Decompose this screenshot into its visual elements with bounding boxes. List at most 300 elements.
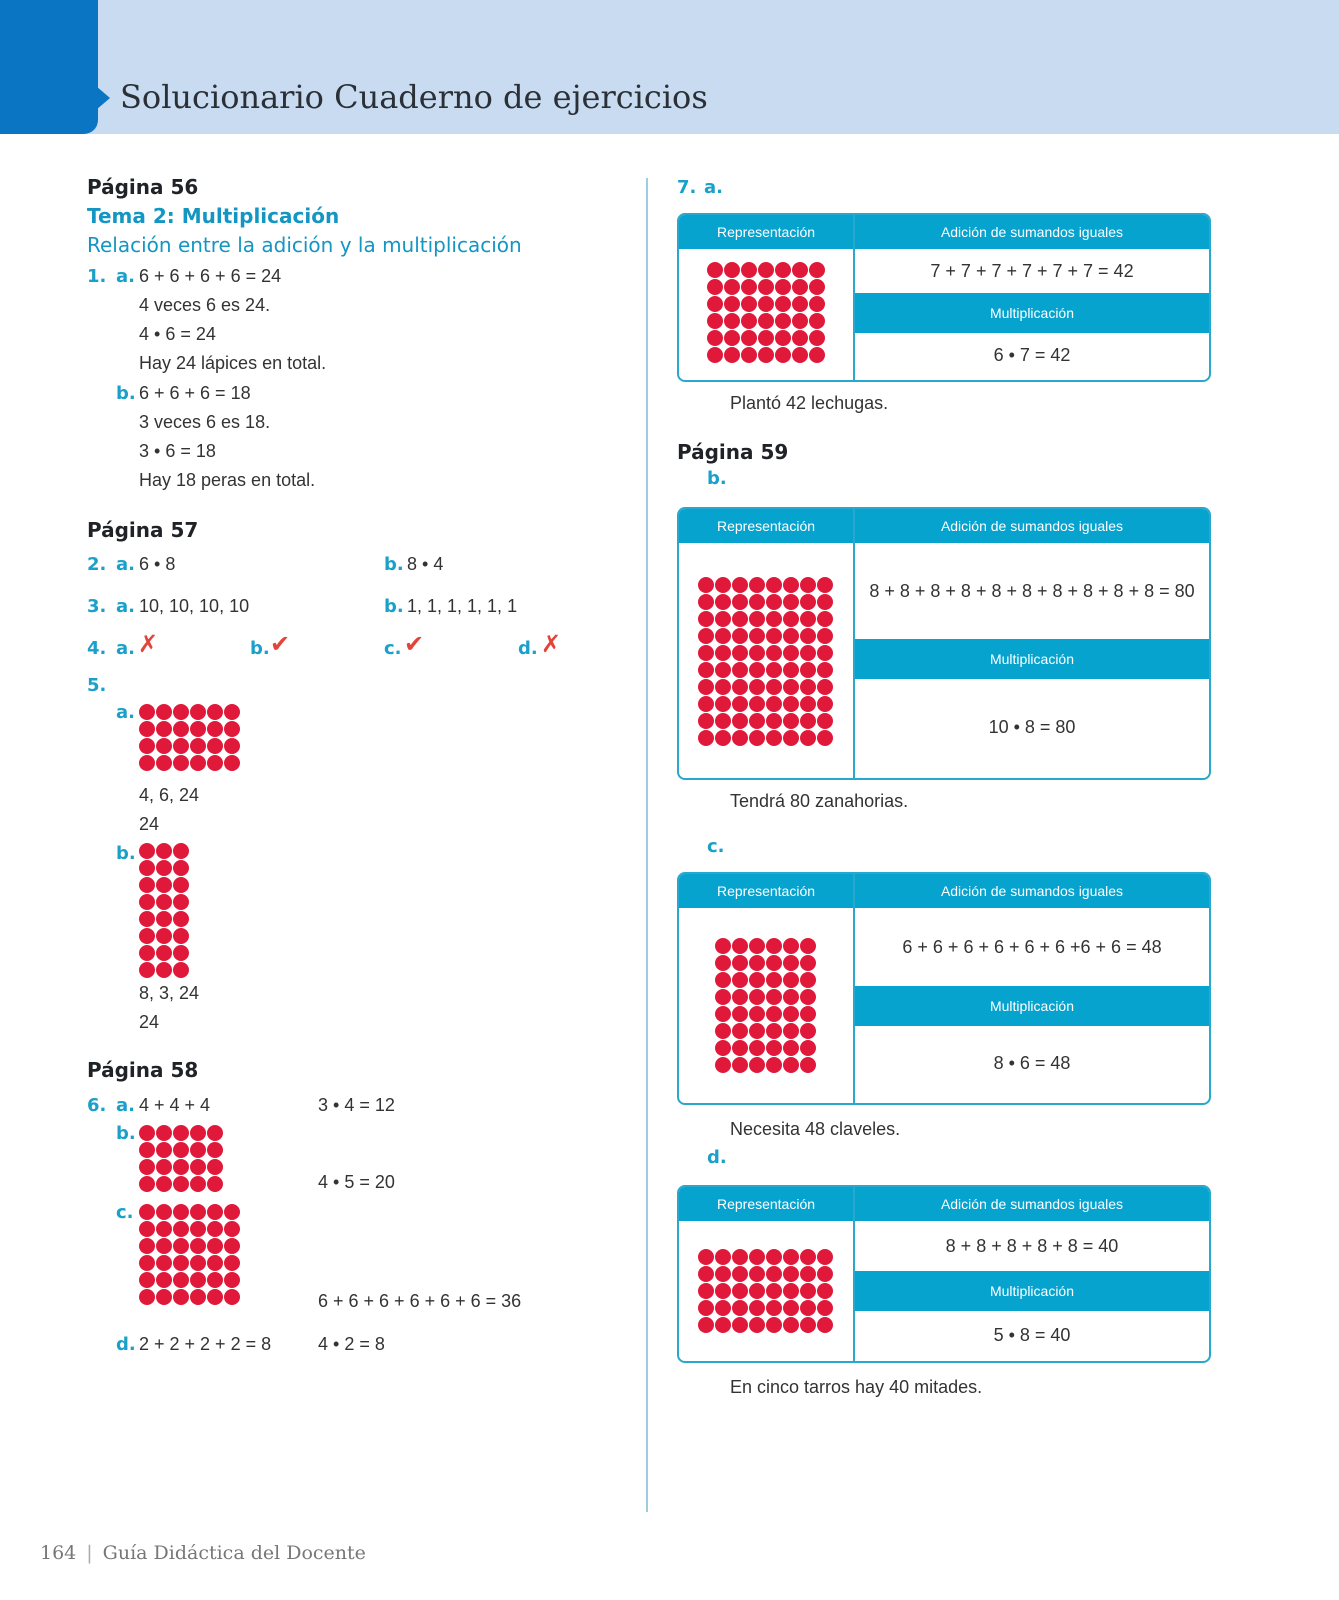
red-dot [156, 911, 172, 927]
item-label: b. [116, 383, 136, 404]
item-label: c. [116, 1202, 134, 1223]
red-dot [224, 1221, 240, 1237]
heading-pagina-56: Página 56 [87, 175, 199, 199]
red-dot [715, 645, 731, 661]
red-dot [207, 1204, 223, 1220]
answer-text: 6 + 6 + 6 + 6 + 6 + 6 = 36 [318, 1291, 522, 1311]
red-dot [741, 313, 757, 329]
red-dot [156, 1289, 172, 1305]
exercise-number: 6. [87, 1095, 107, 1116]
red-dot [766, 679, 782, 695]
red-dot [139, 1204, 155, 1220]
red-dot [766, 955, 782, 971]
red-dot [732, 989, 748, 1005]
addition-cell: 8 + 8 + 8 + 8 + 8 = 40 [945, 1235, 1119, 1256]
red-dot [190, 738, 206, 754]
red-dot [749, 1006, 765, 1022]
red-dot [800, 628, 816, 644]
page-title: Solucionario Cuaderno de ejercicios [120, 78, 708, 116]
red-dot [715, 1023, 731, 1039]
red-dot [732, 1283, 748, 1299]
red-dot [715, 730, 731, 746]
red-dot [724, 296, 740, 312]
red-dot [732, 1249, 748, 1265]
item-label: a. [116, 266, 135, 287]
red-dot [749, 955, 765, 971]
red-dot [207, 1159, 223, 1175]
red-dot [783, 679, 799, 695]
red-dot [698, 628, 714, 644]
red-dot [715, 938, 731, 954]
red-dot [817, 645, 833, 661]
red-dot [749, 577, 765, 593]
red-dot [783, 645, 799, 661]
red-dot [800, 972, 816, 988]
red-dot [715, 989, 731, 1005]
red-dot [800, 1249, 816, 1265]
red-dot [817, 628, 833, 644]
red-dot [800, 1057, 816, 1073]
red-dot [698, 645, 714, 661]
answer-text: 4 • 2 = 8 [318, 1334, 385, 1354]
red-dot [715, 955, 731, 971]
red-dot [800, 594, 816, 610]
red-dot [207, 1142, 223, 1158]
red-dot [758, 279, 774, 295]
red-dot [207, 1238, 223, 1254]
red-dot [698, 730, 714, 746]
red-dot [783, 611, 799, 627]
red-dot [783, 713, 799, 729]
table-header-representacion: Representación [679, 1187, 853, 1221]
red-dot [783, 577, 799, 593]
multiplication-cell: 6 • 7 = 42 [993, 345, 1071, 365]
red-dot [749, 679, 765, 695]
red-dot [749, 730, 765, 746]
red-dot [800, 577, 816, 593]
answer-sentence: En cinco tarros hay 40 mitades. [730, 1377, 983, 1397]
multiplication-table-c [677, 872, 1211, 1105]
red-dot [698, 696, 714, 712]
red-dot [766, 989, 782, 1005]
red-dot [800, 730, 816, 746]
exercise-number: 5. [87, 675, 107, 696]
red-dot [173, 1204, 189, 1220]
red-dot [190, 755, 206, 771]
red-dot [749, 1023, 765, 1039]
item-label: d. [518, 638, 538, 659]
red-dot [707, 313, 723, 329]
red-dot [732, 1266, 748, 1282]
red-dot [749, 1249, 765, 1265]
item-label: b. [384, 554, 404, 575]
red-dot [698, 713, 714, 729]
item-label: a. [116, 596, 135, 617]
red-dot [173, 1289, 189, 1305]
red-dot [817, 1283, 833, 1299]
red-dot [139, 1221, 155, 1237]
red-dot [698, 1249, 714, 1265]
red-dot [749, 989, 765, 1005]
red-dot [715, 972, 731, 988]
red-dot [715, 1283, 731, 1299]
red-dot [800, 1040, 816, 1056]
red-dot [800, 1300, 816, 1316]
red-dot [190, 704, 206, 720]
red-dot [817, 713, 833, 729]
red-dot [139, 911, 155, 927]
red-dot [190, 1255, 206, 1271]
red-dot [766, 1300, 782, 1316]
red-dot [139, 1125, 155, 1141]
header-tab [0, 0, 98, 134]
table-header-multiplicacion: Multiplicación [855, 639, 1209, 679]
red-dot [809, 262, 825, 278]
item-label: b. [707, 468, 727, 489]
answer-text: 2 + 2 + 2 + 2 = 8 [139, 1334, 272, 1354]
red-dot [775, 262, 791, 278]
red-dot [741, 279, 757, 295]
item-label: a. [116, 638, 135, 659]
red-dot [766, 1249, 782, 1265]
red-dot [707, 347, 723, 363]
red-dot [809, 330, 825, 346]
red-dot [749, 594, 765, 610]
red-dot [156, 1176, 172, 1192]
red-dot [156, 704, 172, 720]
red-dot [173, 945, 189, 961]
red-dot [783, 662, 799, 678]
heading-pagina-57: Página 57 [87, 518, 199, 542]
red-dot [732, 1040, 748, 1056]
exercise-number: 1. [87, 266, 107, 287]
answer-sentence: Plantó 42 lechugas. [730, 393, 889, 413]
red-dot [792, 262, 808, 278]
red-dot [800, 713, 816, 729]
multiplication-table-a [677, 213, 1211, 382]
red-dot [224, 721, 240, 737]
red-dot [190, 721, 206, 737]
red-dot [749, 1266, 765, 1282]
exercise-number: 3. [87, 596, 107, 617]
red-dot [156, 894, 172, 910]
red-dot [156, 1238, 172, 1254]
red-dot [190, 1221, 206, 1237]
item-label: d. [707, 1147, 727, 1168]
red-dot [766, 1023, 782, 1039]
red-dot [139, 860, 155, 876]
subtopic-title: Relación entre la adición y la multiplicación [87, 233, 522, 257]
red-dot [173, 860, 189, 876]
item-label: b. [250, 638, 270, 659]
exercise-number: 2. [87, 554, 107, 575]
red-dot [190, 1125, 206, 1141]
red-dot [715, 1266, 731, 1282]
red-dot [139, 1176, 155, 1192]
table-header-representacion: Representación [679, 874, 853, 908]
red-dot [809, 296, 825, 312]
red-dot [224, 1255, 240, 1271]
red-dot [732, 645, 748, 661]
red-dot [741, 330, 757, 346]
item-label: c. [384, 638, 402, 659]
red-dot [139, 945, 155, 961]
red-dot [139, 755, 155, 771]
heading-pagina-58: Página 58 [87, 1058, 199, 1082]
red-dot [800, 1283, 816, 1299]
red-dot [817, 730, 833, 746]
table-header-multiplicacion: Multiplicación [855, 1271, 1209, 1311]
red-dot [715, 1300, 731, 1316]
red-dot [724, 262, 740, 278]
red-dot [749, 713, 765, 729]
header-arrow-icon [96, 86, 110, 110]
red-dot [156, 1142, 172, 1158]
item-label: b. [384, 596, 404, 617]
table-header-adicion: Adición de sumandos iguales [855, 874, 1209, 908]
red-dot [156, 860, 172, 876]
answer-line: 8, 3, 24 [139, 983, 200, 1003]
table-header-multiplicacion: Multiplicación [855, 293, 1209, 333]
red-dot [800, 955, 816, 971]
red-dot [207, 738, 223, 754]
answer-line: 3 • 6 = 18 [139, 441, 216, 461]
book-title: Guía Didáctica del Docente [102, 1542, 366, 1564]
red-dot [783, 972, 799, 988]
red-dot [173, 928, 189, 944]
red-dot [766, 1266, 782, 1282]
answer-sentence: Tendrá 80 zanahorias. [730, 791, 909, 811]
red-dot [817, 611, 833, 627]
table-header-representacion: Representación [679, 215, 853, 249]
table-header-multiplicacion: Multiplicación [855, 986, 1209, 1026]
red-dot [817, 696, 833, 712]
heading-pagina-59: Página 59 [677, 440, 789, 464]
red-dot [156, 945, 172, 961]
red-dot [800, 1023, 816, 1039]
answer-line: 4 veces 6 es 24. [139, 295, 271, 315]
red-dot [766, 577, 782, 593]
red-dot [766, 628, 782, 644]
red-dot [707, 262, 723, 278]
red-dot [190, 1159, 206, 1175]
red-dot [173, 1159, 189, 1175]
red-dot [139, 1238, 155, 1254]
item-label: a. [704, 177, 723, 198]
dot-array [715, 938, 816, 1073]
red-dot [783, 594, 799, 610]
red-dot [792, 347, 808, 363]
red-dot [224, 1238, 240, 1254]
red-dot [732, 972, 748, 988]
red-dot [156, 928, 172, 944]
red-dot [207, 721, 223, 737]
red-dot [156, 738, 172, 754]
red-dot [173, 1125, 189, 1141]
red-dot [715, 1006, 731, 1022]
red-dot [766, 1057, 782, 1073]
red-dot [698, 679, 714, 695]
red-dot [800, 1266, 816, 1282]
answer-text: 8 • 4 [407, 554, 444, 574]
red-dot [749, 611, 765, 627]
red-dot [783, 1266, 799, 1282]
red-dot [800, 645, 816, 661]
red-dot [783, 628, 799, 644]
red-dot [156, 1221, 172, 1237]
red-dot [190, 1204, 206, 1220]
red-dot [224, 704, 240, 720]
red-dot [715, 662, 731, 678]
red-dot [783, 696, 799, 712]
red-dot [715, 1249, 731, 1265]
answer-line: Hay 18 peras en total. [139, 470, 316, 490]
red-dot [224, 1272, 240, 1288]
red-dot [800, 1006, 816, 1022]
red-dot [715, 679, 731, 695]
red-dot [207, 755, 223, 771]
item-label: d. [116, 1334, 136, 1355]
addition-cell: 6 + 6 + 6 + 6 + 6 + 6 +6 + 6 = 48 [902, 936, 1162, 957]
red-dot [749, 645, 765, 661]
red-dot [732, 1317, 748, 1333]
red-dot [698, 1317, 714, 1333]
red-dot [173, 1142, 189, 1158]
page-footer [40, 1542, 366, 1564]
red-dot [156, 843, 172, 859]
answer-line: 6 + 6 + 6 = 18 [139, 383, 251, 403]
red-dot [783, 1249, 799, 1265]
red-dot [783, 938, 799, 954]
red-dot [207, 1221, 223, 1237]
red-dot [156, 1125, 172, 1141]
page-number: 164 [40, 1542, 77, 1564]
red-dot [173, 721, 189, 737]
multiplication-cell: 10 • 8 = 80 [988, 717, 1076, 737]
red-dot [715, 628, 731, 644]
red-dot [758, 313, 774, 329]
red-dot [800, 1317, 816, 1333]
red-dot [732, 594, 748, 610]
red-dot [715, 611, 731, 627]
red-dot [139, 1272, 155, 1288]
red-dot [732, 1006, 748, 1022]
red-dot [224, 755, 240, 771]
red-dot [749, 1300, 765, 1316]
red-dot [800, 679, 816, 695]
red-dot [809, 279, 825, 295]
red-dot [207, 1272, 223, 1288]
red-dot [775, 347, 791, 363]
red-dot [173, 877, 189, 893]
red-dot [698, 594, 714, 610]
red-dot [732, 1023, 748, 1039]
dot-array [707, 262, 825, 363]
red-dot [749, 1057, 765, 1073]
red-dot [800, 938, 816, 954]
table-header-adicion: Adición de sumandos iguales [855, 215, 1209, 249]
red-dot [190, 1238, 206, 1254]
exercise-number: 4. [87, 638, 107, 659]
column-divider [646, 178, 648, 1512]
red-dot [715, 1057, 731, 1073]
dot-array [139, 1204, 240, 1305]
red-dot [817, 1249, 833, 1265]
red-dot [173, 843, 189, 859]
answer-line: 24 [139, 814, 160, 834]
red-dot [732, 679, 748, 695]
red-dot [698, 1266, 714, 1282]
red-dot [724, 279, 740, 295]
red-dot [715, 594, 731, 610]
red-dot [749, 628, 765, 644]
dot-array [698, 1249, 833, 1333]
red-dot [698, 1300, 714, 1316]
item-label: a. [116, 1095, 135, 1116]
red-dot [207, 1255, 223, 1271]
table-header-adicion: Adición de sumandos iguales [855, 1187, 1209, 1221]
red-dot [732, 577, 748, 593]
red-dot [732, 730, 748, 746]
red-dot [783, 1006, 799, 1022]
red-dot [190, 1272, 206, 1288]
red-dot [749, 972, 765, 988]
table-header-adicion: Adición de sumandos iguales [855, 509, 1209, 543]
red-dot [173, 962, 189, 978]
addition-cell: 7 + 7 + 7 + 7 + 7 + 7 = 42 [930, 260, 1134, 281]
red-dot [173, 1272, 189, 1288]
red-dot [139, 1142, 155, 1158]
red-dot [732, 713, 748, 729]
footer-separator: | [86, 1542, 93, 1564]
red-dot [783, 1317, 799, 1333]
red-dot [766, 611, 782, 627]
red-dot [156, 962, 172, 978]
item-label: c. [707, 836, 725, 857]
red-dot [817, 1317, 833, 1333]
red-dot [766, 730, 782, 746]
red-dot [766, 1006, 782, 1022]
red-dot [775, 313, 791, 329]
red-dot [817, 679, 833, 695]
red-dot [707, 279, 723, 295]
red-dot [732, 1057, 748, 1073]
red-dot [732, 696, 748, 712]
red-dot [741, 262, 757, 278]
red-dot [207, 1176, 223, 1192]
red-dot [156, 1272, 172, 1288]
answer-line: 24 [139, 1012, 160, 1032]
red-dot [156, 1255, 172, 1271]
red-dot [190, 1176, 206, 1192]
answer-text: 6 • 8 [139, 554, 176, 574]
dot-array [698, 577, 833, 746]
red-dot [783, 955, 799, 971]
answer-line: 4, 6, 24 [139, 785, 200, 805]
red-dot [173, 1221, 189, 1237]
answer-sentence: Necesita 48 claveles. [730, 1119, 901, 1139]
answer-line: 3 veces 6 es 18. [139, 412, 271, 432]
red-dot [156, 755, 172, 771]
red-dot [800, 696, 816, 712]
red-dot [783, 1023, 799, 1039]
red-dot [139, 738, 155, 754]
red-dot [766, 938, 782, 954]
item-label: a. [116, 702, 135, 723]
red-dot [715, 696, 731, 712]
red-dot [766, 1317, 782, 1333]
red-dot [173, 738, 189, 754]
